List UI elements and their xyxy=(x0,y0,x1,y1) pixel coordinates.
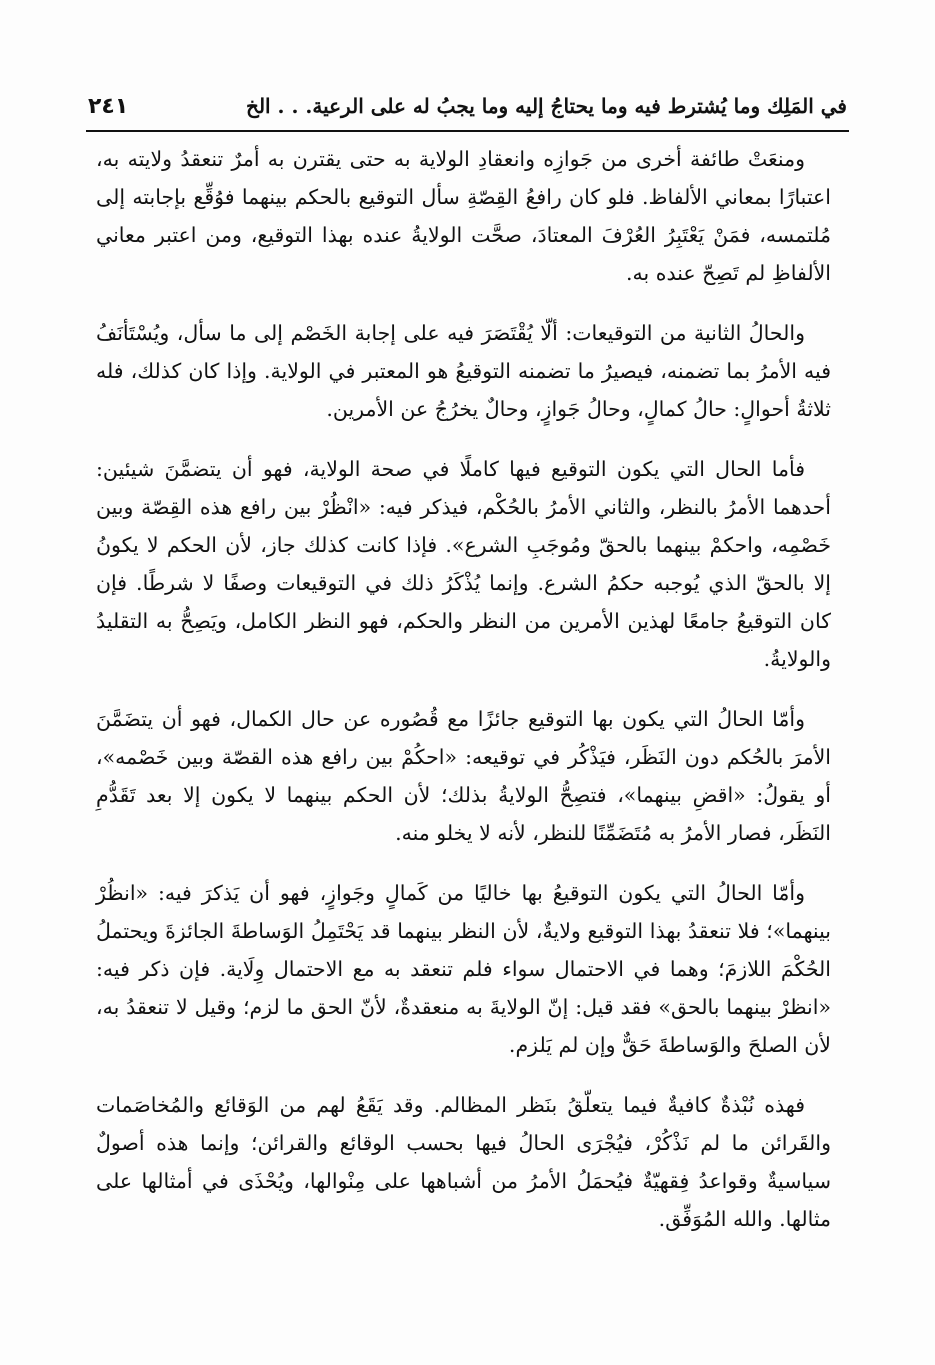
paragraph: فهذه نُبْذةٌ كافيةٌ فيما يتعلّقُ بنَظر المظالم. وقد يَقَعُ لهم من الوَقائع والمُخاصَمات والقَرائن ما لم نَذْكُرْ، فيُجْرَى الحالُ فيها بحسب الوقائع والقرائن؛ وإنما هذه أصولٌ سياسيةٌ وقواعدُ فِقهيّةٌ فيُحمَلُ الأمرُ من أشباهها على مِنْوالها، ويُحْذَى في أمثالها على مثالها. والله المُوَفِّق. xyxy=(96,1093,831,1231)
paragraph: ومنعَتْ طائفة أخرى من جَوازِه وانعقادِ الولاية به حتى يقترن به أمرٌ تنعقدُ ولايته به، اعتبارًا بمعاني الألفاظ. فلو كان رافعُ القِصّةِ سأل التوقيع بالحكم بينهما فوُقِّع بإجابته إلى مُلتمسه، فمَنْ يَعْتَبِرُ العُرْفَ المعتادَ، صحَّت الولايةُ عنده بهذا التوقيع، ومن اعتبر معاني الألفاظِ لم تَصِحّ عنده به. xyxy=(96,147,831,285)
paragraph: وأمّا الحالُ التي يكون التوقيعُ بها خاليًا من كَمالٍ وجَوازٍ، فهو أن يَذكرَ فيه: «انظُرْ بينهما»؛ فلا تنعقدُ بهذا التوقيع ولايةٌ، لأن النظر بينهما قد يَحْتَمِلُ الوَساطةَ الجائزةَ ويحتملُ الحُكْمَ اللازمَ؛ وهما في الاحتمال سواء فلم تنعقد به مع الاحتمال وِلَاية. فإن ذكر فيه: «انظرْ بينهما بالحق» فقد قيل: إنّ الولايةَ به منعقدةٌ، لأنّ الحق ما لزم؛ وقيل لا تنعقدُ به، لأن الصلحَ والوَساطةَ حَقٌّ وإن لم يَلزم. xyxy=(96,881,831,1057)
paragraph: فأما الحال التي يكون التوقيع فيها كاملًا في صحة الولاية، فهو أن يتضمَّنَ شيئين: أحدهما الأمرُ بالنظر، والثاني الأمرُ بالحُكْم، فيذكر فيه: «انْظُرْ بين رافع هذه القِصّة وبين خَصْمِه، واحكمْ بينهما بالحقّ ومُوجَبِ الشرع». فإذا كانت كذلك جاز، لأن الحكم لا يكونُ إلا بالحقّ الذي يُوجبه حكمُ الشرع. وإنما يُذْكَرُ ذلك في التوقيعات وصفًا لا شرطًا. فإن كان التوقيعُ جامعًا لهذين الأمرين من النظر والحكم، فهو النظر الكامل، ويَصِحُّ به التقليدُ والولايةُ. xyxy=(96,457,831,671)
paragraph: والحالُ الثانية من التوقيعات: ألّا يُقْتَصَرَ فيه على إجابة الخَصْم إلى ما سأل، ويُسْتَأنَفُ فيه الأمرُ بما تضمنه، فيصيرُ ما تضمنه التوقيعُ هو المعتبر في الولاية. وإذا كان كذلك، فله ثلاثةُ أحوالٍ: حالُ كمالٍ، وحالُ جَوازٍ، وحالٌ يخرُجُ عن الأمرين. xyxy=(96,321,831,421)
running-header xyxy=(88,84,847,128)
page-body xyxy=(96,140,831,1260)
page-number: ٢٤١ xyxy=(88,93,129,119)
running-header-title: في المَلِك وما يُشترط فيه وما يحتاجُ إليه وما يجبُ له على الرعية. . . الخ xyxy=(246,94,847,118)
header-divider-line xyxy=(86,130,849,132)
paragraph: وأمّا الحالُ التي يكون بها التوقيع جائزًا مع قُصُوره عن حال الكمال، فهو أن يتضَمَّنَ الأمرَ بالحُكم دون النَظَر، فيَذْكُر في توقيعه: «احكُمْ بين رافع هذه القصّة وبين خَصْمه»، أو يقولُ: «اقضِ بينهما»، فتصِحُّ الولايةُ بذلك؛ لأن الحكم بينهما لا يكون إلا بعد تَقَدُّمِ النَظَر، فصار الأمرُ به مُتَضَمِّنًا للنظر، لأنه لا يخلو منه. xyxy=(96,707,831,845)
